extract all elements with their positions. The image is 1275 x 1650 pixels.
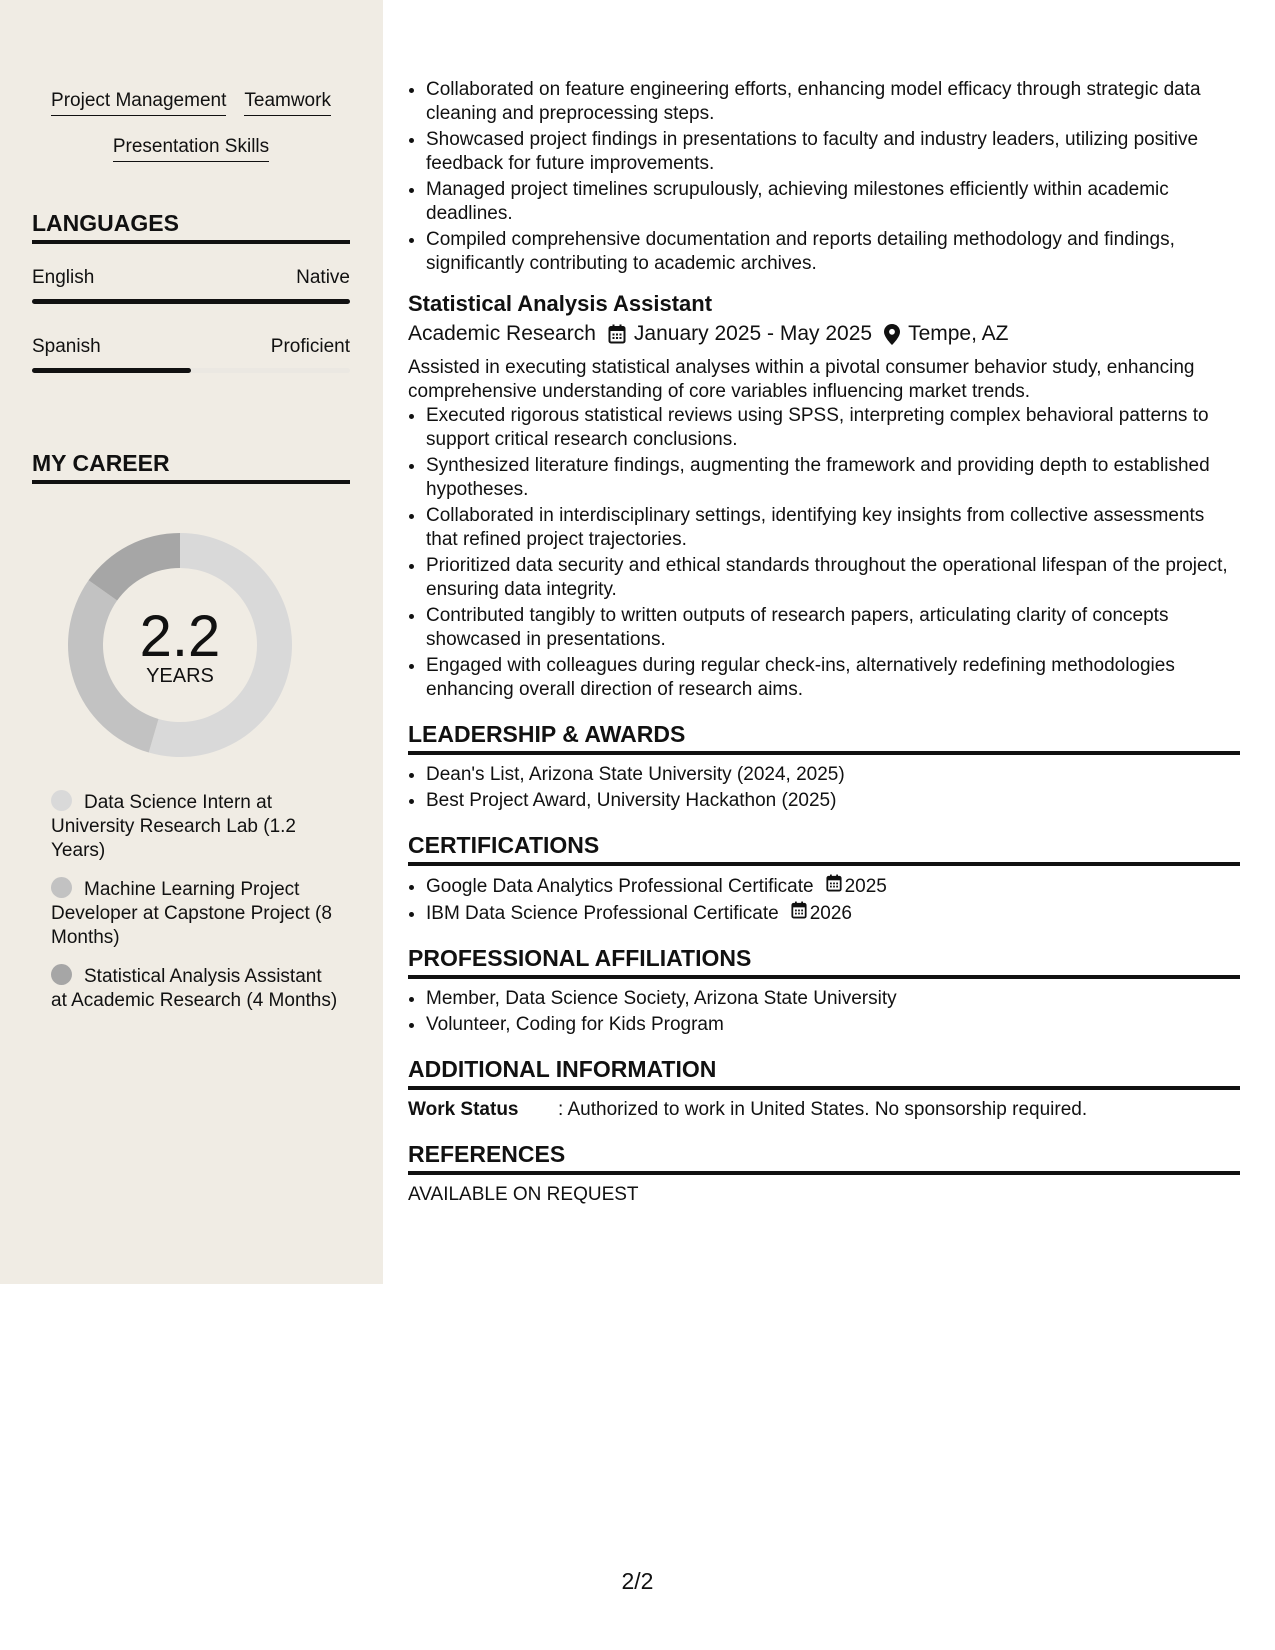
bullet-item: • Executed rigorous statistical reviews using SPSS, interpreting complex behavioral patterns to support critical research conclusions. [426,404,1240,452]
language-bar-fill [32,299,350,304]
work-status-value: : Authorized to work in United States. No sponsorship required. [558,1099,1088,1120]
job-location: Tempe, AZ [908,322,1009,345]
language-row [32,266,350,290]
language-level: Proficient [270,336,350,357]
career-legend-item [51,790,341,863]
career-legend-item [51,964,341,1013]
calendar-icon [791,901,810,926]
main-content [408,78,1240,1207]
additional-info-heading: ADDITIONAL INFORMATION [408,1055,1240,1090]
bullet-item: • Compiled comprehensive documentation and reports detailing methodology and findings, significantly contributing to academic archives. [426,228,1240,276]
job-description: Assisted in executing statistical analyses within a pivotal consumer behavior study, enhancing comprehensive understanding of core variables influencing market trends. [408,357,1195,402]
bullet-item: • Contributed tangibly to written outputs of research papers, articulating clarity of concepts showcased in presentations. [426,604,1240,652]
affiliations-heading: PROFESSIONAL AFFILIATIONS [408,944,1240,979]
affiliations-list [408,987,1240,1037]
languages-heading: LANGUAGES [32,208,350,244]
skill-tag: Presentation Skills [113,134,269,162]
language-bar [32,368,350,373]
language-level: Native [296,267,350,288]
bullet-item: • Synthesized literature findings, augmenting the framework and providing depth to established hypotheses. [426,454,1240,502]
language-bar [32,299,350,304]
page-number: 2/2 [621,1568,654,1594]
certification-name: IBM Data Science Professional Certificate [426,903,779,924]
certifications-list [408,874,1240,926]
work-status-label: Work Status [408,1099,519,1120]
career-legend-label: Machine Learning Project Developer at Capstone Project (8 Months) [51,879,332,948]
skill-tag: Teamwork [244,88,331,116]
career-total: 2.2 [139,604,221,669]
bullet-item: • Collaborated on feature engineering efforts, enhancing model efficacy through strategic data cleaning and preprocessing steps. [426,78,1240,126]
bullet-item: • Engaged with colleagues during regular check-ins, alternatively redefining methodologies enhancing overall direction of research aims. [426,654,1240,702]
career-heading: MY CAREER [32,448,350,484]
legend-dot [51,790,72,811]
job-meta [408,320,1240,348]
career-legend-item [51,877,341,950]
leadership-heading: LEADERSHIP & AWARDS [408,720,1240,755]
certification-item [426,874,1240,899]
calendar-icon [608,324,626,344]
references-heading: REFERENCES [408,1140,1240,1175]
work-status-row [408,1098,1240,1122]
leadership-list [408,763,1240,813]
certification-year: 2025 [844,875,887,897]
job-bullets [408,404,1240,702]
job-title: Statistical Analysis Assistant [408,291,713,316]
job-company: Academic Research [408,322,596,345]
bullet-item: • Best Project Award, University Hackathon (2025) [426,789,1240,813]
previous-job-bullets [408,78,1240,276]
bullet-item: • Collaborated in interdisciplinary settings, identifying key insights from collective assessments that refined project trajectories. [426,504,1240,552]
language-name: English [32,267,95,288]
career-legend [51,790,341,1027]
sidebar [0,0,383,1284]
bullet-item: • Showcased project findings in presentations to faculty and industry leaders, utilizing positive feedback for future improvements. [426,128,1240,176]
location-pin-icon [884,324,900,345]
language-row [32,335,350,359]
certification-year: 2026 [809,902,852,924]
references-text: AVAILABLE ON REQUEST [408,1184,639,1205]
skills-list [32,88,350,162]
bullet-item: • Volunteer, Coding for Kids Program [426,1013,1240,1037]
certification-item [426,901,1240,926]
career-unit: YEARS [146,665,214,687]
language-bar-fill [32,368,191,373]
certification-name: Google Data Analytics Professional Certificate [426,876,814,897]
bullet-item: • Prioritized data security and ethical standards throughout the operational lifespan of the project, ensuring data integrity. [426,554,1240,602]
bullet-item: • Member, Data Science Society, Arizona State University [426,987,1240,1011]
bullet-item: • Managed project timelines scrupulously, achieving milestones efficiently within academic deadlines. [426,178,1240,226]
language-name: Spanish [32,336,101,357]
skill-tag: Project Management [51,88,226,116]
calendar-icon [826,874,845,899]
career-legend-label: Statistical Analysis Assistant at Academic Research (4 Months) [51,966,338,1011]
career-donut-chart [60,525,300,765]
legend-dot [51,877,72,898]
certifications-heading: CERTIFICATIONS [408,831,1240,866]
career-legend-label: Data Science Intern at University Research Lab (1.2 Years) [51,792,296,861]
job-dates: January 2025 - May 2025 [633,322,873,345]
bullet-item: • Dean's List, Arizona State University (2024, 2025) [426,763,1240,787]
legend-dot [51,964,72,985]
